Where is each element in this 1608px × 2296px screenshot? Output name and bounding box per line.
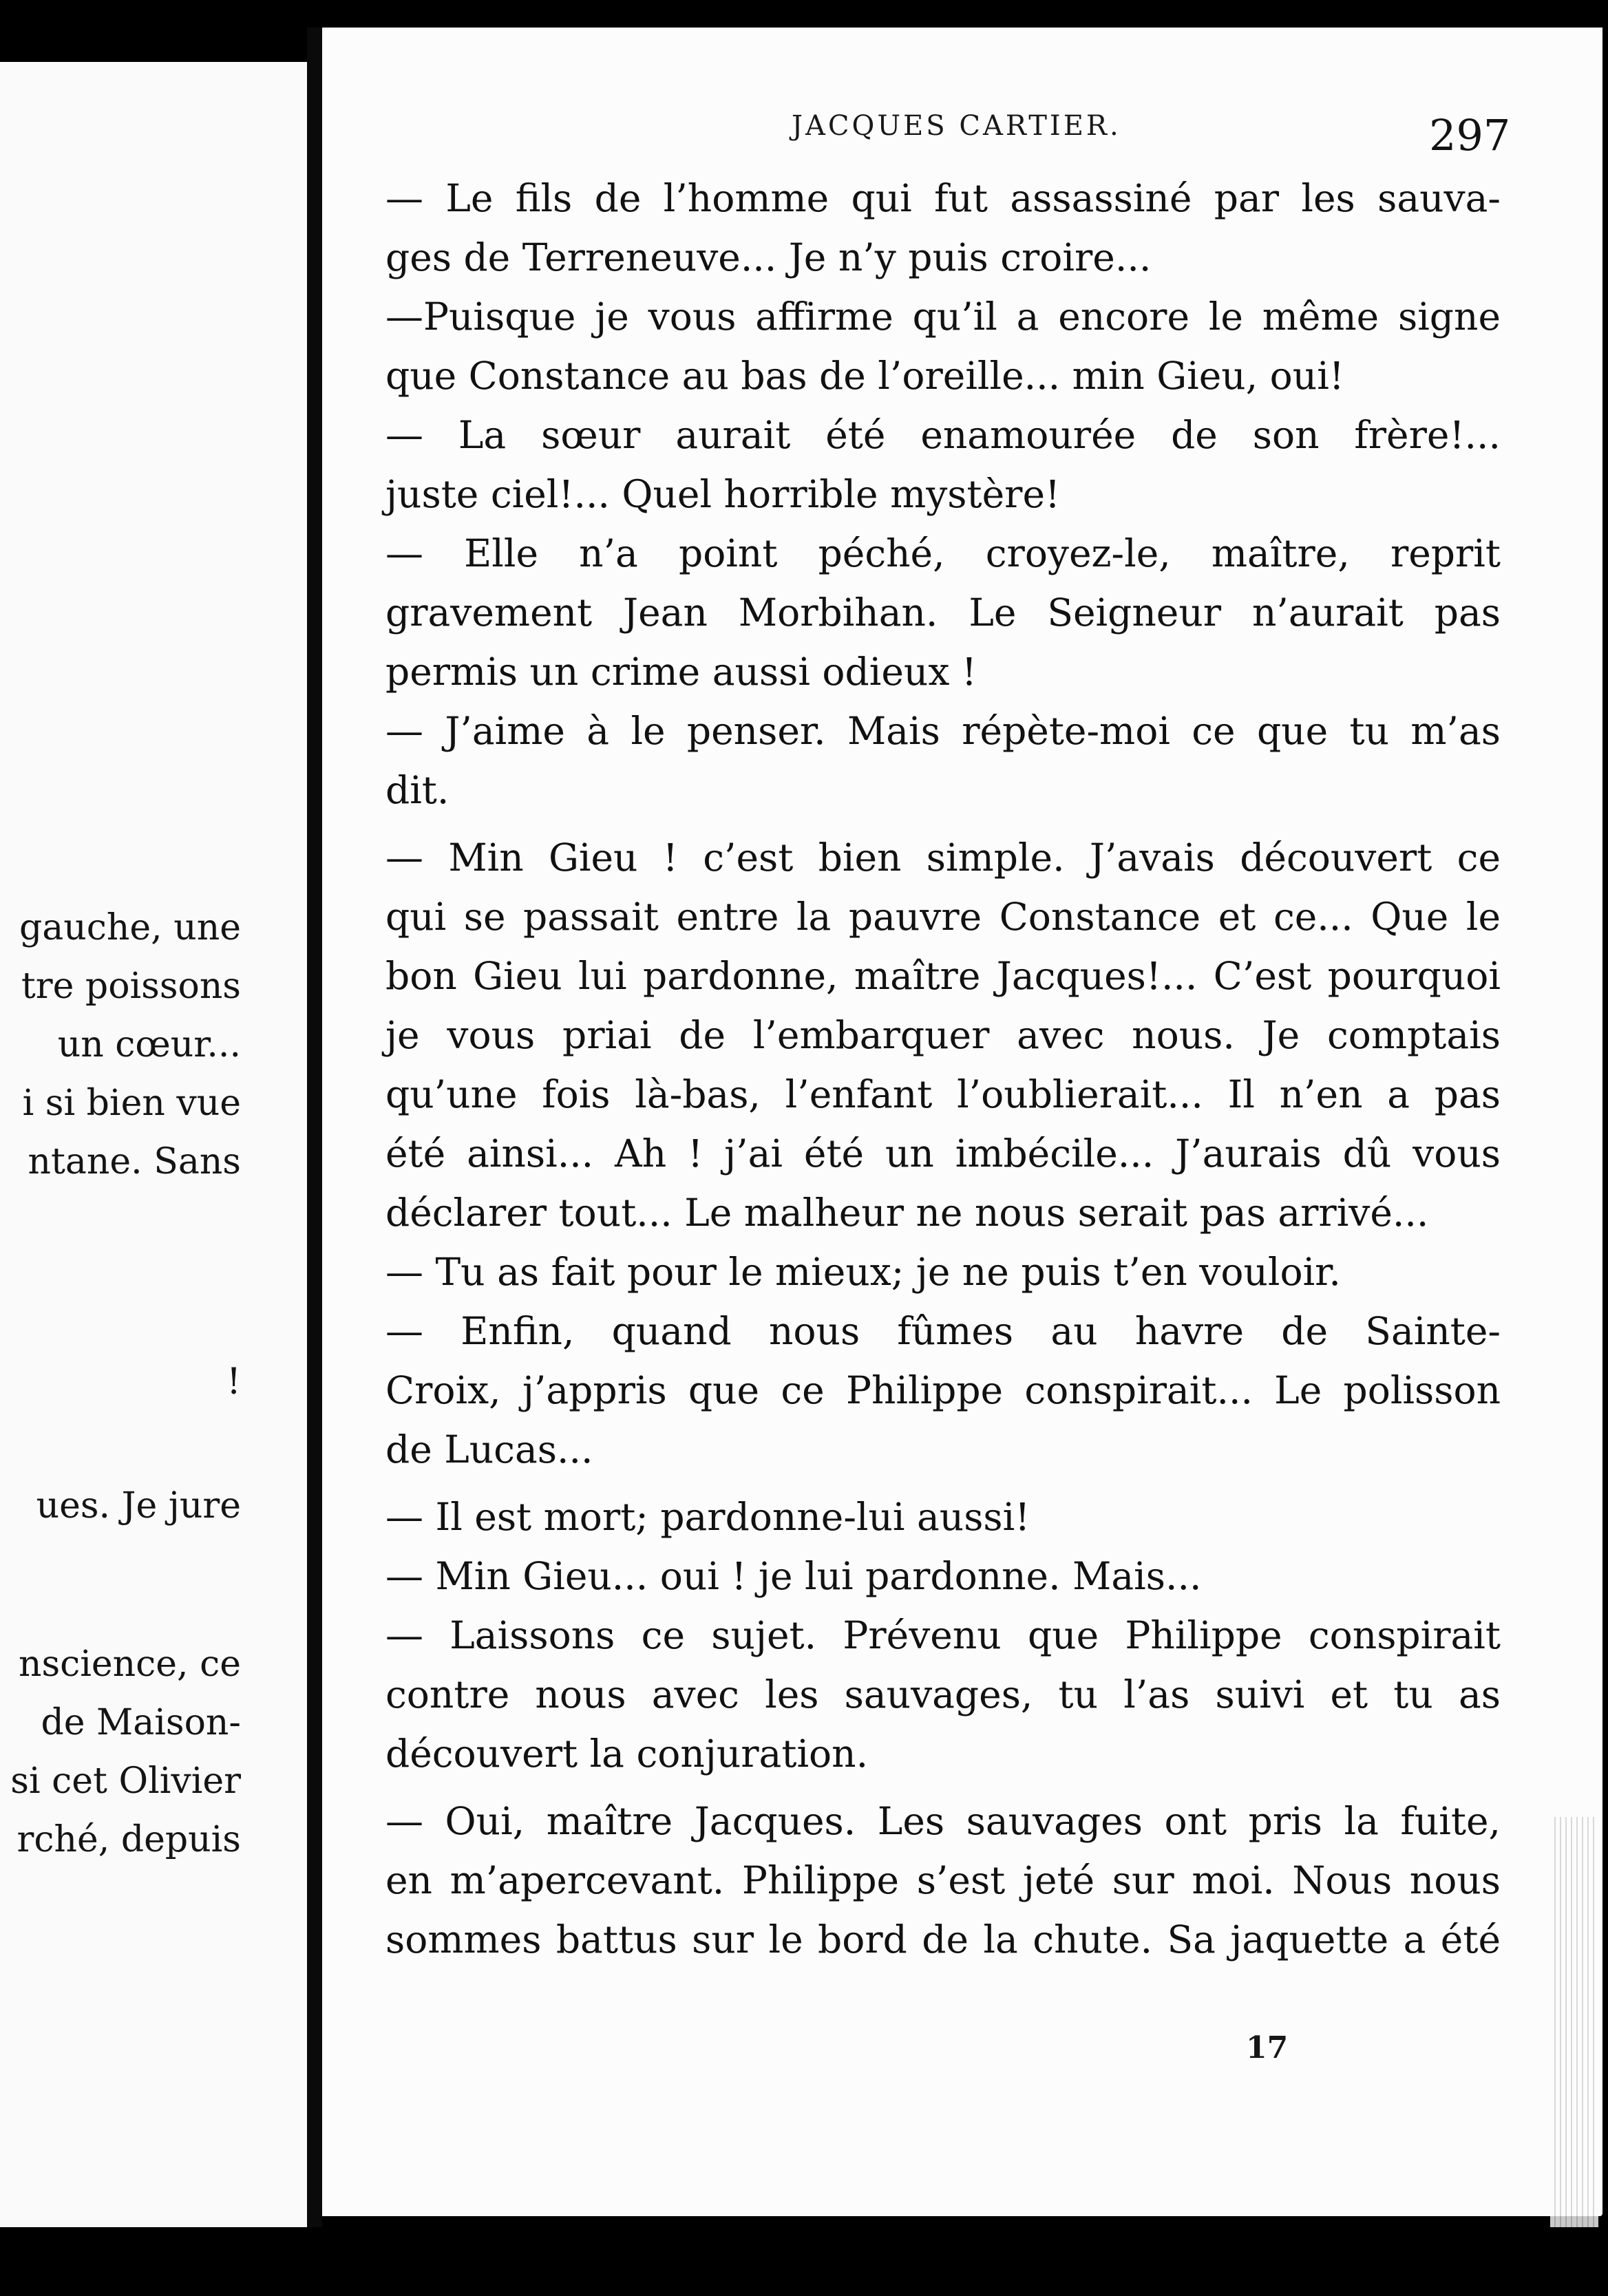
text-line: sommes battus sur le bord de la chute. Sa jaquette a été (385, 1917, 1501, 1962)
text-line: — Oui, maître Jacques. Les sauvages ont pris la fuite, (385, 1799, 1501, 1843)
text-line: découvert la conjuration. (385, 1732, 869, 1776)
text-line: gravement Jean Morbihan. Le Seigneur n’aurait pas (385, 591, 1501, 635)
left-page-line: un cœur... (57, 1024, 241, 1065)
left-page-line: i si bien vue (22, 1083, 241, 1124)
text-line: que Constance au bas de l’oreille... min Gieu, oui! (385, 354, 1344, 398)
text-line: bon Gieu lui pardonne, maître Jacques!... C’est pourquoi (385, 954, 1501, 998)
text-line: qui se passait entre la pauvre Constance et ce... Que le (385, 895, 1501, 939)
left-page-line: ntane. Sans (28, 1141, 241, 1182)
text-line: — Tu as fait pour le mieux; je ne puis t’en vouloir. (385, 1250, 1341, 1294)
text-line: de Lucas... (385, 1427, 593, 1471)
text-line: juste ciel!... Quel horrible mystère! (385, 472, 1061, 516)
text-line: — Enfin, quand nous fûmes au havre de Sainte- (385, 1309, 1501, 1353)
text-line: Croix, j’appris que ce Philippe conspirait... Le polisson (385, 1368, 1501, 1412)
text-line: — Min Gieu ! c’est bien simple. J’avais découvert ce (385, 836, 1501, 880)
left-page-line: si cet Olivier (10, 1761, 241, 1802)
text-line: déclarer tout... Le malheur ne nous serait pas arrivé... (385, 1191, 1429, 1235)
text-line: — J’aime à le penser. Mais répète-moi ce que tu m’as (385, 709, 1501, 753)
body-text (385, 169, 1501, 1969)
left-page-line: de Maison- (41, 1702, 241, 1743)
left-page-line: nscience, ce (18, 1644, 241, 1685)
text-line: qu’une fois là-bas, l’enfant l’oublierait... Il n’en a pas (385, 1072, 1501, 1116)
scan-bottom-border (0, 2227, 1608, 2296)
text-line: en m’apercevant. Philippe s’est jeté sur moi. Nous nous (385, 1858, 1501, 1902)
text-line: contre nous avec les sauvages, tu l’as suivi et tu as (385, 1672, 1501, 1716)
text-line: — Min Gieu... oui ! je lui pardonne. Mais... (385, 1554, 1202, 1598)
left-page-line: rché, depuis (17, 1819, 241, 1860)
text-line: — Elle n’a point péché, croyez-le, maître, reprit (385, 531, 1501, 575)
text-line: je vous priai de l’embarquer avec nous. Je comptais (385, 1013, 1501, 1057)
page-edges (1550, 1817, 1598, 2257)
text-line: dit. (385, 768, 449, 812)
text-line: ges de Terreneuve... Je n’y puis croire... (385, 235, 1152, 279)
left-page (0, 62, 307, 2234)
signature-mark: 17 (1246, 2030, 1289, 2065)
left-page-line: tre poissons (21, 966, 241, 1007)
text-line: — Le fils de l’homme qui fut assassiné par les sauva- (385, 176, 1501, 220)
text-line: — Il est mort; pardonne-lui aussi! (385, 1495, 1030, 1539)
text-line: — Laissons ce sujet. Prévenu que Philippe conspirait (385, 1613, 1501, 1657)
left-page-line: gauche, une (19, 907, 241, 948)
running-head: JACQUES CARTIER. (792, 110, 1121, 142)
page-number: 297 (1429, 110, 1511, 160)
text-line: permis un crime aussi odieux ! (385, 650, 977, 694)
left-page-line: ! (226, 1361, 241, 1403)
book-gutter (307, 28, 322, 2244)
text-line: —Puisque je vous affirme qu’il a encore le même signe (385, 295, 1501, 339)
text-line: — La sœur aurait été enamourée de son frère!... (385, 413, 1501, 457)
left-page-line: ues. Je jure (36, 1485, 241, 1527)
text-line: été ainsi... Ah ! j’ai été un imbécile... J’aurais dû vous (385, 1131, 1501, 1176)
